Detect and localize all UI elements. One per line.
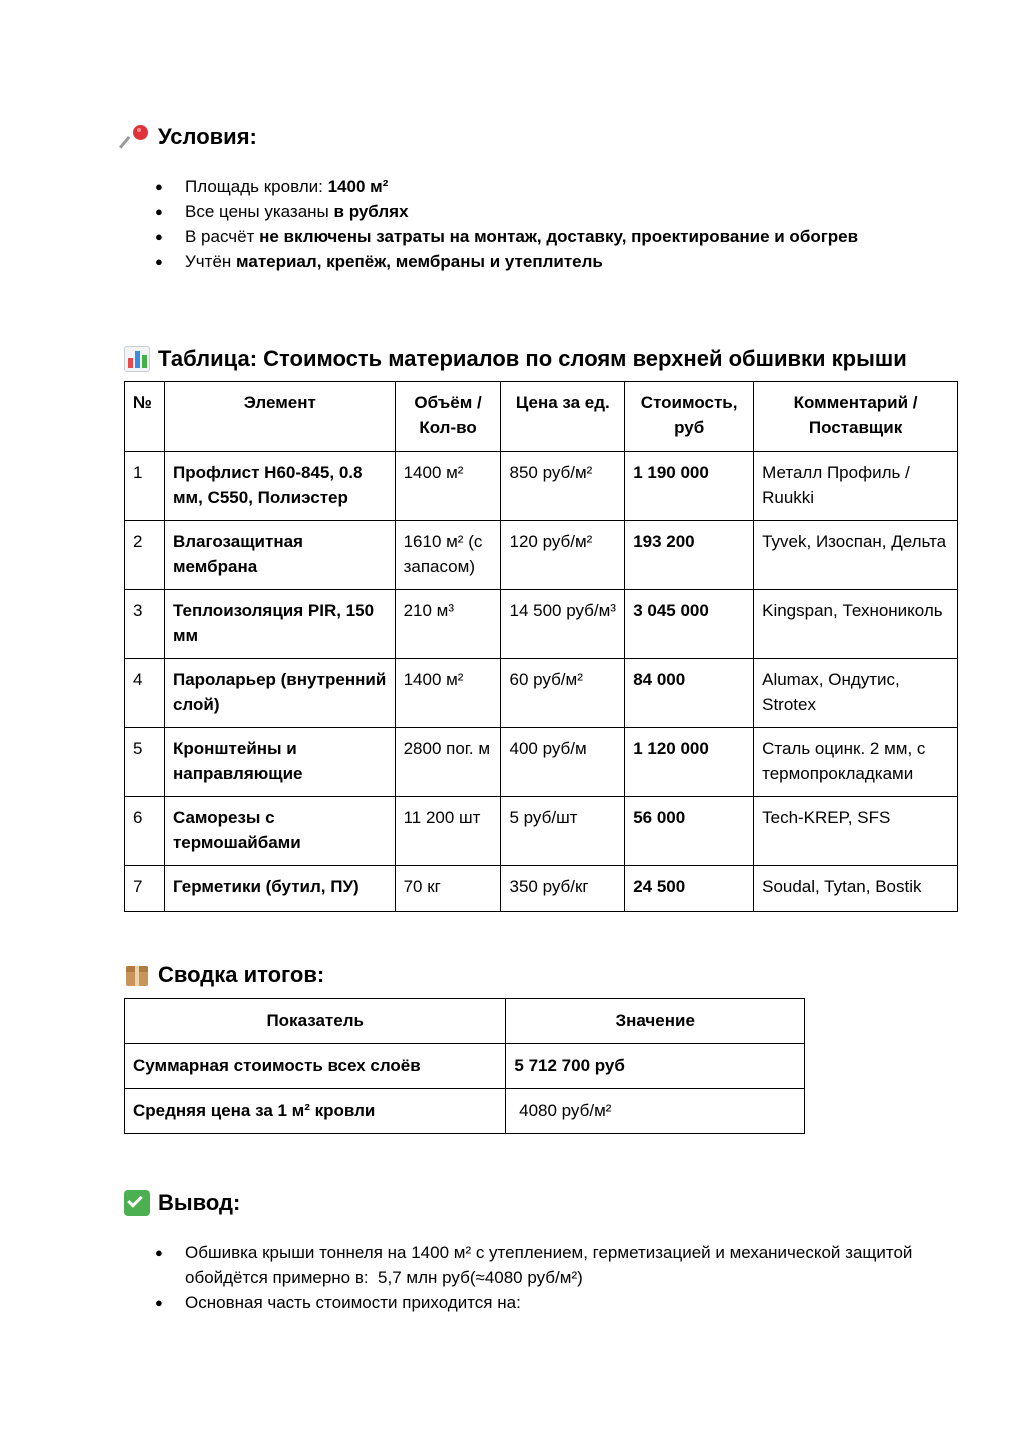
materials-table [124,381,958,912]
summary-title: Сводка итогов: [158,962,325,987]
pushpin-icon [124,124,150,150]
materials-table-title: Таблица: Стоимость материалов по слоям верхней обшивки крыши [158,346,907,371]
cell-num: 4 [125,659,165,728]
cell-element: Влагозащитная мембрана [164,521,395,590]
cell-element: Пароларьер (внутренний слой) [164,659,395,728]
table-row [125,590,958,659]
cell-element: Теплоизоляция PIR, 150 мм [164,590,395,659]
header-comment: Комментарий / Поставщик [754,382,958,452]
table-row [125,1044,805,1089]
package-icon [124,962,150,988]
cell-element: Кронштейны и направляющие [164,728,395,797]
table-row [125,659,958,728]
cell-volume: 11 200 шт [395,797,501,866]
cell-cost: 3 045 000 [625,590,754,659]
check-mark-icon [124,1190,150,1216]
summary-table [124,998,805,1134]
cell-volume: 1400 м² [395,659,501,728]
header-price: Цена за ед. [501,382,625,452]
cell-price: 400 руб/м [501,728,625,797]
cell-value: 5 712 700 руб [506,1044,805,1089]
cell-cost: 1 190 000 [625,452,754,521]
cell-comment: Сталь оцинк. 2 мм, с термопрокладками [754,728,958,797]
cell-price: 5 руб/шт [501,797,625,866]
cell-cost: 24 500 [625,866,754,912]
table-row [125,728,958,797]
cell-num: 5 [125,728,165,797]
conclusion-title: Вывод: [158,1190,241,1215]
cell-price: 60 руб/м² [501,659,625,728]
header-element: Элемент [164,382,395,452]
cell-volume: 2800 пог. м [395,728,501,797]
header-indicator: Показатель [125,999,506,1044]
cell-comment: Kingspan, Технониколь [754,590,958,659]
cell-element: Профлист Н60-845, 0.8 мм, С550, Полиэстер [164,452,395,521]
bar-chart-icon [124,346,150,372]
list-item: ● Учтён материал, крепёж, мембраны и утеплитель [155,249,858,274]
table-row [125,866,958,912]
cell-volume: 210 м³ [395,590,501,659]
table-header-row [125,382,958,452]
cell-cost: 56 000 [625,797,754,866]
list-item: ● Основная часть стоимости приходится на: [155,1290,935,1315]
cell-price: 120 руб/м² [501,521,625,590]
table-row [125,521,958,590]
cell-comment: Tyvek, Изоспан, Дельта [754,521,958,590]
cell-price: 14 500 руб/м³ [501,590,625,659]
table-row [125,1089,805,1134]
cell-comment: Tech-KREP, SFS [754,797,958,866]
cell-element: Саморезы с термошайбами [164,797,395,866]
list-item: ● Обшивка крыши тоннеля на 1400 м² с утеплением, герметизацией и механической защитой обойдётся примерно в: 5,7 млн руб(≈4080 руб/м²) [155,1240,935,1290]
cell-element: Герметики (бутил, ПУ) [164,866,395,912]
cell-num: 1 [125,452,165,521]
cell-cost: 84 000 [625,659,754,728]
cell-volume: 1610 м² (с запасом) [395,521,501,590]
cell-comment: Soudal, Tytan, Bostik [754,866,958,912]
table-row [125,797,958,866]
cell-price: 850 руб/м² [501,452,625,521]
cell-cost: 193 200 [625,521,754,590]
conclusion-heading [124,1189,240,1217]
conclusion-list [155,1240,935,1315]
cell-num: 2 [125,521,165,590]
cell-indicator: Средняя цена за 1 м² кровли [125,1089,506,1134]
header-cost: Стоимость, руб [625,382,754,452]
table-row [125,452,958,521]
cell-num: 7 [125,866,165,912]
cell-value: 4080 руб/м² [506,1089,805,1134]
cell-num: 6 [125,797,165,866]
conditions-heading [124,123,257,151]
cell-price: 350 руб/кг [501,866,625,912]
cell-cost: 1 120 000 [625,728,754,797]
cell-comment: Металл Профиль / Ruukki [754,452,958,521]
conditions-list [155,174,858,274]
header-num: № [125,382,165,452]
header-volume: Объём / Кол-во [395,382,501,452]
cell-volume: 1400 м² [395,452,501,521]
list-item: ● Площадь кровли: 1400 м² [155,174,858,199]
header-value: Значение [506,999,805,1044]
cell-indicator: Суммарная стоимость всех слоёв [125,1044,506,1089]
table-header-row [125,999,805,1044]
list-item: ● Все цены указаны в рублях [155,199,858,224]
cell-comment: Alumax, Ондутис, Strotex [754,659,958,728]
list-item: ● В расчёт не включены затраты на монтаж, доставку, проектирование и обогрев [155,224,858,249]
cell-num: 3 [125,590,165,659]
cell-volume: 70 кг [395,866,501,912]
conditions-title: Условия: [158,124,257,149]
summary-heading [124,961,324,989]
materials-table-heading [124,345,907,373]
